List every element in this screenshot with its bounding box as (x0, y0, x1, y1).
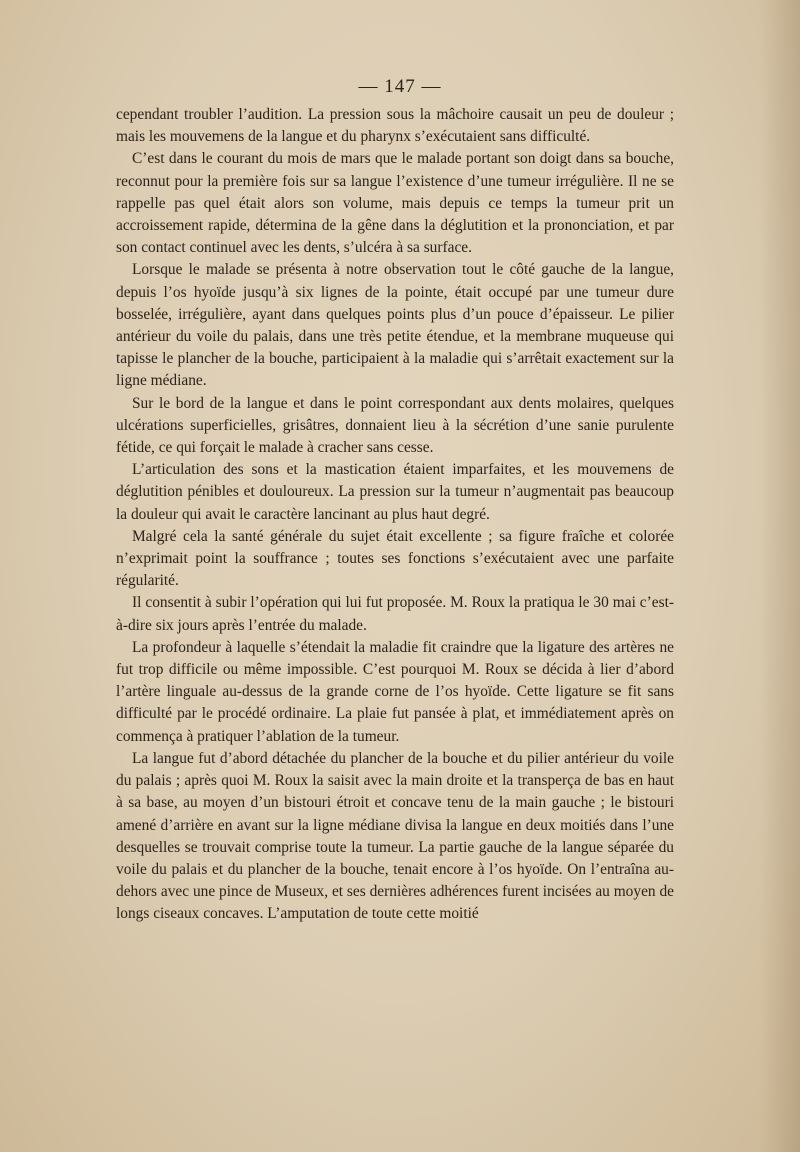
paragraph: Sur le bord de la langue et dans le point correspondant aux dents molaires, quelques ulcérations superficielles, grisâtres, donnaient lieu à la sécrétion d’une sanie purulente fétide, ce qui forçait le malade à cracher sans cesse. (116, 394, 674, 457)
paragraph: cependant troubler l’audition. La pression sous la mâchoire causait un peu de douleur ; mais les mouvemens de la langue et du pharynx s’exécutaient sans difficulté. (116, 106, 674, 146)
page-edge-shadow (760, 0, 800, 1152)
paragraph: L’articulation des sons et la mastication étaient imparfaites, et les mouvemens de déglutition pénibles et douloureux. La pression sur la tumeur n’augmentait pas beaucoup la douleur qui avait le caractère lancinant au plus haut degré. (116, 461, 674, 523)
page-number: — 147 — (358, 76, 442, 97)
paragraph: Malgré cela la santé générale du sujet était excellente ; sa figure fraîche et colorée n’exprimait point la souffrance ; toutes ses fonctions s’exécutaient avec une parfaite régularité. (116, 527, 674, 590)
body-text (116, 104, 674, 926)
paragraph: C’est dans le courant du mois de mars que le malade portant son doigt dans sa bouche, reconnut pour la première fois sur sa langue l’existence d’une tumeur irrégulière. Il ne se rappelle pas quel était alors son volume, mais depuis ce temps la tumeur prit un accroissement rapide, détermina de la gêne dans la déglutition et la prononciation, et par son contact continuel avec les dents, s’ulcéra à sa surface. (116, 150, 674, 257)
paragraph: La langue fut d’abord détachée du plancher de la bouche et du pilier antérieur du voile du palais ; après quoi M. Roux la saisit avec la main droite et la transperça de bas en haut à sa base, au moyen d’un bistouri étroit et concave tenu de la main gauche ; le bistouri amené d’arrière en avant sur la ligne médiane divisa la langue en deux moitiés dans l’une desquelles se trouvait comprise toute la tumeur. La partie gauche de la langue séparée du voile du palais et du plancher de la bouche, tenait encore à l’os hyoïde. On l’entraîna au-dehors avec une pince de Museux, et ses dernières adhérences furent incisées au moyen de longs ciseaux concaves. L’amputation de toute cette moitié (116, 749, 674, 923)
paragraph: Il consentit à subir l’opération qui lui fut proposée. M. Roux la pratiqua le 30 mai c’est-à-dire six jours après l’entrée du malade. (116, 594, 674, 634)
paragraph: La profondeur à laquelle s’étendait la maladie fit craindre que la ligature des artères ne fut trop difficile ou même impossible. C’est pourquoi M. Roux se décida à lier d’abord l’artère linguale au-dessus de la grande corne de l’os hyoïde. Cette ligature se fit sans difficulté par le procédé ordinaire. La plaie fut pansée à plat, et immédiatement après on commença à pratiquer l’ablation de la tumeur. (116, 638, 674, 745)
paragraph: Lorsque le malade se présenta à notre observation tout le côté gauche de la langue, depuis l’os hyoïde jusqu’à six lignes de la pointe, était occupé par une tumeur dure bosselée, irrégulière, ayant dans quelques points plus d’un pouce d’épaisseur. Le pilier antérieur du voile du palais, dans une très petite étendue, et la membrane muqueuse qui tapisse le plancher de la bouche, participaient à la maladie qui s’arrêtait exactement sur la ligne médiane. (116, 261, 674, 390)
